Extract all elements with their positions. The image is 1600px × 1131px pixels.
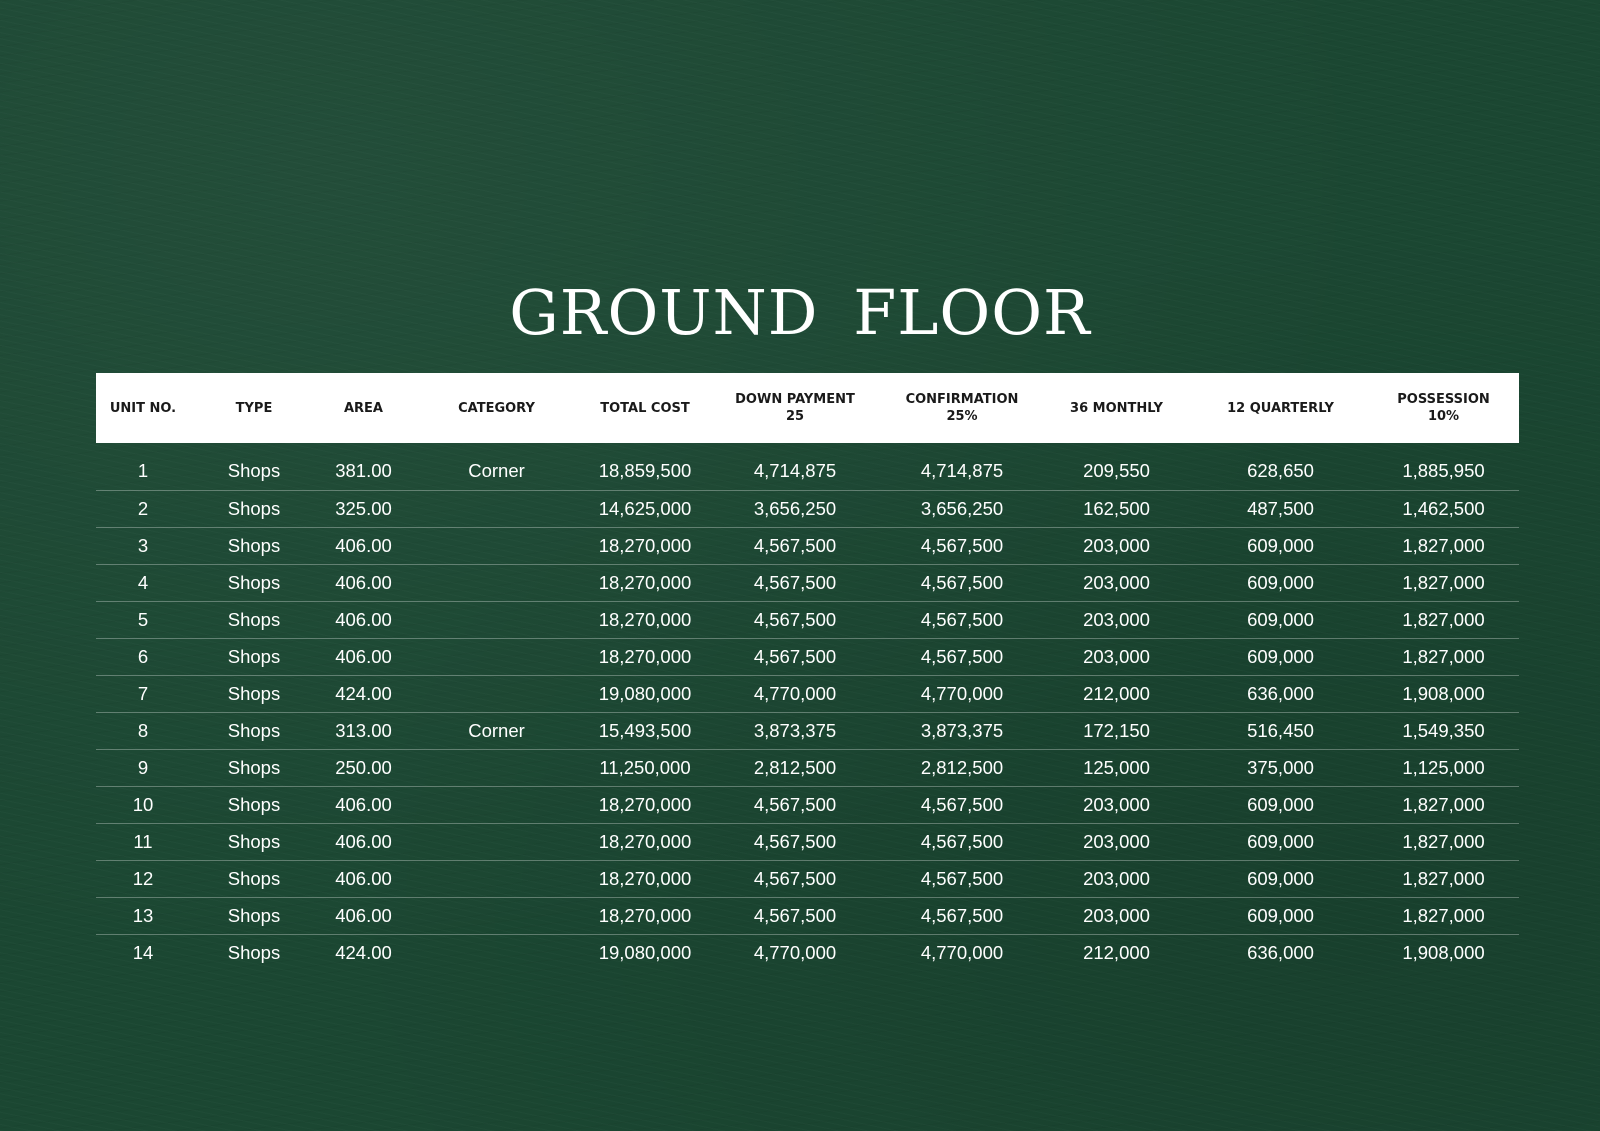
cell-confirmation: 4,567,500: [920, 608, 1004, 630]
cell-type: Shops: [227, 460, 281, 482]
cell-category: [409, 638, 584, 675]
cell-total-cost: 18,270,000: [598, 608, 692, 630]
cell-category: [409, 786, 584, 823]
cell-down-payment: 4,567,500: [753, 867, 837, 889]
cell-total-cost: 18,270,000: [598, 534, 692, 556]
header-possession: POSSESSION 10%: [1397, 392, 1490, 424]
cell-down-payment: 4,567,500: [753, 830, 837, 852]
cell-possession: 1,827,000: [1402, 534, 1485, 556]
cell-type: Shops: [227, 534, 281, 556]
table-row: [96, 527, 1519, 564]
cell-unit-no: 1: [137, 460, 149, 482]
cell-confirmation: 4,567,500: [920, 867, 1004, 889]
cell-area: 406.00: [335, 904, 392, 926]
cell-monthly-36: 162,500: [1083, 497, 1150, 519]
cell-area: 406.00: [335, 571, 392, 593]
cell-down-payment: 4,567,500: [753, 608, 837, 630]
cell-area: 381.00: [335, 460, 392, 482]
cell-possession: 1,827,000: [1402, 904, 1485, 926]
cell-unit-no: 7: [137, 682, 149, 704]
cell-unit-no: 3: [137, 534, 149, 556]
cell-total-cost: 18,859,500: [598, 460, 692, 482]
cell-monthly-36: 203,000: [1083, 645, 1150, 667]
cell-unit-no: 5: [137, 608, 149, 630]
cell-monthly-36: 125,000: [1083, 756, 1150, 778]
cell-possession: 1,462,500: [1402, 497, 1485, 519]
cell-quarterly-12: 375,000: [1247, 756, 1314, 778]
cell-quarterly-12: 609,000: [1247, 867, 1314, 889]
cell-unit-no: 2: [137, 497, 149, 519]
header-36-monthly: 36 MONTHLY: [1070, 400, 1163, 416]
cell-down-payment: 4,567,500: [753, 571, 837, 593]
table-row: [96, 490, 1519, 527]
header-12-quarterly: 12 QUARTERLY: [1227, 400, 1334, 416]
cell-type: Shops: [227, 719, 281, 741]
cell-type: Shops: [227, 830, 281, 852]
cell-possession: 1,827,000: [1402, 608, 1485, 630]
table-row: [96, 675, 1519, 712]
header-down-payment: DOWN PAYMENT 25: [735, 392, 855, 424]
cell-monthly-36: 203,000: [1083, 571, 1150, 593]
cell-area: 250.00: [335, 756, 392, 778]
cell-category: [409, 897, 584, 934]
cell-quarterly-12: 636,000: [1247, 682, 1314, 704]
cell-total-cost: 11,250,000: [599, 756, 691, 778]
cell-confirmation: 4,770,000: [920, 682, 1004, 704]
table-row: [96, 749, 1519, 786]
cell-possession: 1,908,000: [1402, 941, 1485, 963]
cell-category: [409, 564, 584, 601]
cell-total-cost: 18,270,000: [598, 830, 692, 852]
cell-monthly-36: 203,000: [1083, 830, 1150, 852]
table-row: [96, 638, 1519, 675]
cell-category: Corner: [468, 719, 525, 741]
cell-total-cost: 14,625,000: [598, 497, 692, 519]
cell-type: Shops: [227, 756, 281, 778]
cell-area: 325.00: [335, 497, 392, 519]
header-type: TYPE: [235, 400, 273, 416]
cell-possession: 1,827,000: [1402, 645, 1485, 667]
cell-total-cost: 15,493,500: [598, 719, 692, 741]
cell-area: 406.00: [335, 608, 392, 630]
cell-type: Shops: [227, 497, 281, 519]
table-row: [96, 897, 1519, 934]
cell-area: 406.00: [335, 830, 392, 852]
cell-category: [409, 749, 584, 786]
cell-confirmation: 3,656,250: [920, 497, 1004, 519]
cell-area: 406.00: [335, 645, 392, 667]
cell-area: 406.00: [335, 534, 392, 556]
cell-total-cost: 18,270,000: [598, 904, 692, 926]
cell-quarterly-12: 609,000: [1247, 793, 1314, 815]
cell-unit-no: 11: [133, 830, 153, 852]
cell-quarterly-12: 609,000: [1247, 571, 1314, 593]
cell-area: 406.00: [335, 793, 392, 815]
table-row: [96, 934, 1519, 971]
cell-monthly-36: 172,150: [1083, 719, 1150, 741]
table-row: [96, 601, 1519, 638]
cell-unit-no: 6: [137, 645, 149, 667]
cell-unit-no: 10: [132, 793, 154, 815]
cell-quarterly-12: 609,000: [1247, 645, 1314, 667]
cell-category: [409, 601, 584, 638]
cell-monthly-36: 212,000: [1083, 941, 1150, 963]
cell-area: 424.00: [335, 682, 392, 704]
cell-area: 313.00: [335, 719, 392, 741]
cell-confirmation: 4,770,000: [920, 941, 1004, 963]
cell-monthly-36: 209,550: [1083, 460, 1150, 482]
cell-quarterly-12: 516,450: [1247, 719, 1314, 741]
table-row: [96, 786, 1519, 823]
cell-possession: 1,125,000: [1402, 756, 1485, 778]
cell-category: [409, 675, 584, 712]
cell-confirmation: 4,567,500: [920, 645, 1004, 667]
cell-monthly-36: 203,000: [1083, 534, 1150, 556]
table-row: [96, 823, 1519, 860]
cell-confirmation: 2,812,500: [920, 756, 1004, 778]
cell-down-payment: 4,714,875: [753, 460, 837, 482]
cell-quarterly-12: 487,500: [1247, 497, 1314, 519]
header-total-cost: TOTAL COST: [600, 400, 690, 416]
cell-monthly-36: 212,000: [1083, 682, 1150, 704]
page-title: GROUND FLOOR: [509, 276, 1091, 349]
cell-category: [409, 490, 584, 527]
cell-down-payment: 4,567,500: [753, 904, 837, 926]
cell-confirmation: 4,567,500: [920, 904, 1004, 926]
cell-category: [409, 527, 584, 564]
cell-possession: 1,885,950: [1402, 460, 1485, 482]
table-row: [96, 712, 1519, 749]
cell-category: [409, 860, 584, 897]
cell-confirmation: 4,567,500: [920, 830, 1004, 852]
cell-monthly-36: 203,000: [1083, 904, 1150, 926]
cell-area: 406.00: [335, 867, 392, 889]
cell-type: Shops: [227, 941, 281, 963]
cell-total-cost: 18,270,000: [598, 793, 692, 815]
cell-category: [409, 934, 584, 971]
cell-possession: 1,827,000: [1402, 830, 1485, 852]
cell-total-cost: 19,080,000: [598, 682, 692, 704]
cell-quarterly-12: 636,000: [1247, 941, 1314, 963]
cell-unit-no: 4: [137, 571, 149, 593]
cell-type: Shops: [227, 571, 281, 593]
cell-total-cost: 18,270,000: [598, 645, 692, 667]
table-header: [96, 373, 1519, 443]
cell-monthly-36: 203,000: [1083, 867, 1150, 889]
cell-quarterly-12: 628,650: [1247, 460, 1314, 482]
table-row: [96, 860, 1519, 897]
cell-type: Shops: [227, 904, 281, 926]
cell-type: Shops: [227, 867, 281, 889]
cell-quarterly-12: 609,000: [1247, 904, 1314, 926]
price-table: [96, 373, 1519, 971]
cell-down-payment: 4,567,500: [753, 793, 837, 815]
cell-possession: 1,827,000: [1402, 571, 1485, 593]
cell-down-payment: 3,873,375: [753, 719, 837, 741]
header-confirmation: CONFIRMATION 25%: [905, 392, 1019, 424]
table-body: [96, 443, 1519, 971]
cell-monthly-36: 203,000: [1083, 608, 1150, 630]
cell-type: Shops: [227, 645, 281, 667]
cell-area: 424.00: [335, 941, 392, 963]
cell-down-payment: 4,770,000: [753, 682, 837, 704]
cell-confirmation: 3,873,375: [920, 719, 1004, 741]
cell-unit-no: 9: [137, 756, 149, 778]
cell-confirmation: 4,714,875: [920, 460, 1004, 482]
cell-type: Shops: [227, 682, 281, 704]
cell-quarterly-12: 609,000: [1247, 608, 1314, 630]
cell-down-payment: 4,770,000: [753, 941, 837, 963]
cell-quarterly-12: 609,000: [1247, 534, 1314, 556]
cell-possession: 1,908,000: [1402, 682, 1485, 704]
cell-unit-no: 14: [132, 941, 154, 963]
table-row: [96, 443, 1519, 490]
cell-monthly-36: 203,000: [1083, 793, 1150, 815]
cell-possession: 1,827,000: [1402, 793, 1485, 815]
cell-unit-no: 8: [137, 719, 149, 741]
cell-total-cost: 19,080,000: [598, 941, 692, 963]
cell-unit-no: 12: [132, 867, 154, 889]
header-row: [96, 373, 1519, 443]
cell-down-payment: 2,812,500: [753, 756, 837, 778]
cell-confirmation: 4,567,500: [920, 534, 1004, 556]
header-area: AREA: [343, 400, 383, 416]
cell-category: Corner: [468, 460, 525, 482]
cell-total-cost: 18,270,000: [598, 571, 692, 593]
cell-down-payment: 3,656,250: [753, 497, 837, 519]
cell-type: Shops: [227, 608, 281, 630]
cell-possession: 1,549,350: [1402, 719, 1485, 741]
header-unit-no: UNIT NO.: [109, 400, 177, 416]
header-category: CATEGORY: [458, 400, 535, 416]
cell-type: Shops: [227, 793, 281, 815]
cell-possession: 1,827,000: [1402, 867, 1485, 889]
cell-confirmation: 4,567,500: [920, 571, 1004, 593]
table-row: [96, 564, 1519, 601]
cell-down-payment: 4,567,500: [753, 645, 837, 667]
cell-category: [409, 823, 584, 860]
cell-confirmation: 4,567,500: [920, 793, 1004, 815]
cell-quarterly-12: 609,000: [1247, 830, 1314, 852]
cell-unit-no: 13: [132, 904, 154, 926]
cell-total-cost: 18,270,000: [598, 867, 692, 889]
cell-down-payment: 4,567,500: [753, 534, 837, 556]
